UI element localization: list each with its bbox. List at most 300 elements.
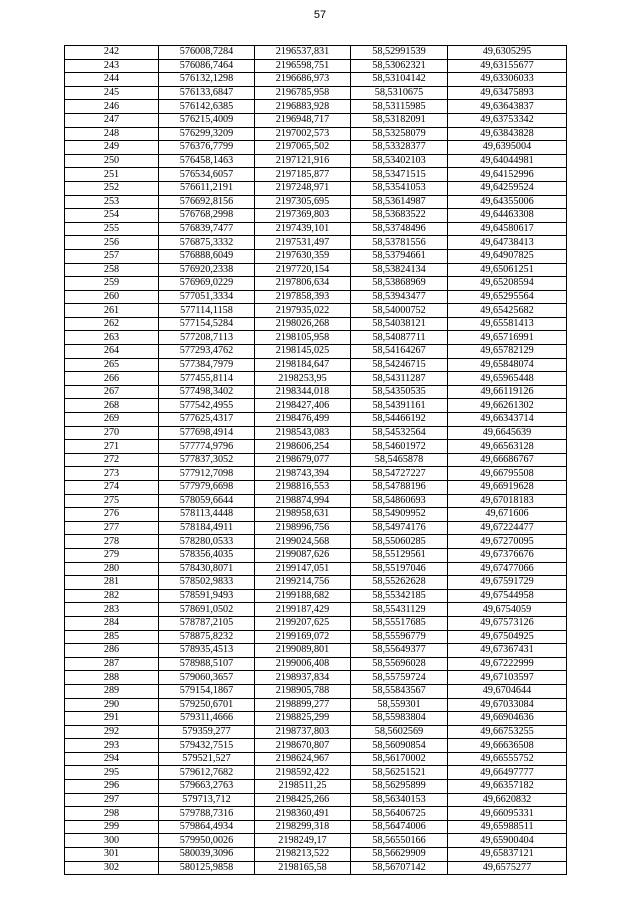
point-number-cell: 281	[65, 576, 159, 590]
latitude-cell: 58,55262628	[351, 576, 448, 590]
x-coordinate-cell: 577625,4317	[159, 413, 255, 427]
table-row	[65, 589, 567, 603]
point-number-cell: 271	[65, 440, 159, 454]
table-row	[65, 725, 567, 739]
latitude-cell: 58,54532564	[351, 426, 448, 440]
point-number-cell: 279	[65, 548, 159, 562]
latitude-cell: 58,56090854	[351, 739, 448, 753]
point-number-cell: 257	[65, 249, 159, 263]
x-coordinate-cell: 577979,6698	[159, 481, 255, 495]
longitude-cell: 49,65208594	[448, 277, 567, 291]
x-coordinate-cell: 576008,7284	[159, 46, 255, 60]
longitude-cell: 49,64152996	[448, 168, 567, 182]
table-row	[65, 385, 567, 399]
x-coordinate-cell: 577051,3334	[159, 290, 255, 304]
point-number-cell: 298	[65, 807, 159, 821]
point-number-cell: 250	[65, 154, 159, 168]
point-number-cell: 254	[65, 209, 159, 223]
point-number-cell: 253	[65, 195, 159, 209]
x-coordinate-cell: 577912,7098	[159, 467, 255, 481]
table-row	[65, 712, 567, 726]
latitude-cell: 58,54164267	[351, 345, 448, 359]
longitude-cell: 49,67224477	[448, 521, 567, 535]
table-row	[65, 603, 567, 617]
coordinates-table	[64, 45, 567, 875]
y-coordinate-cell: 2198026,268	[255, 317, 351, 331]
latitude-cell: 58,54391161	[351, 399, 448, 413]
latitude-cell: 58,53062321	[351, 59, 448, 73]
latitude-cell: 58,53943477	[351, 290, 448, 304]
latitude-cell: 58,53824134	[351, 263, 448, 277]
point-number-cell: 274	[65, 481, 159, 495]
table-row	[65, 861, 567, 875]
y-coordinate-cell: 2197248,971	[255, 181, 351, 195]
y-coordinate-cell: 2198360,491	[255, 807, 351, 821]
x-coordinate-cell: 578280,0533	[159, 535, 255, 549]
longitude-cell: 49,65965448	[448, 372, 567, 386]
x-coordinate-cell: 577698,4914	[159, 426, 255, 440]
x-coordinate-cell: 576299,3209	[159, 127, 255, 141]
coordinates-table-body	[65, 46, 567, 875]
point-number-cell: 289	[65, 684, 159, 698]
longitude-cell: 49,66686767	[448, 453, 567, 467]
point-number-cell: 245	[65, 86, 159, 100]
y-coordinate-cell: 2198105,958	[255, 331, 351, 345]
longitude-cell: 49,65900404	[448, 834, 567, 848]
table-row	[65, 209, 567, 223]
longitude-cell: 49,66904636	[448, 712, 567, 726]
table-row	[65, 508, 567, 522]
y-coordinate-cell: 2198249,17	[255, 834, 351, 848]
longitude-cell: 49,65848074	[448, 358, 567, 372]
y-coordinate-cell: 2197065,502	[255, 141, 351, 155]
latitude-cell: 58,56295899	[351, 780, 448, 794]
point-number-cell: 296	[65, 780, 159, 794]
x-coordinate-cell: 577837,3052	[159, 453, 255, 467]
table-row	[65, 494, 567, 508]
latitude-cell: 58,56340153	[351, 793, 448, 807]
x-coordinate-cell: 578113,4448	[159, 508, 255, 522]
longitude-cell: 49,6575277	[448, 861, 567, 875]
latitude-cell: 58,54311287	[351, 372, 448, 386]
x-coordinate-cell: 576534,6057	[159, 168, 255, 182]
longitude-cell: 49,65782129	[448, 345, 567, 359]
y-coordinate-cell: 2196948,717	[255, 113, 351, 127]
y-coordinate-cell: 2198213,522	[255, 848, 351, 862]
point-number-cell: 269	[65, 413, 159, 427]
y-coordinate-cell: 2198253,95	[255, 372, 351, 386]
point-number-cell: 283	[65, 603, 159, 617]
x-coordinate-cell: 580125,9858	[159, 861, 255, 875]
point-number-cell: 244	[65, 73, 159, 87]
table-row	[65, 780, 567, 794]
table-row	[65, 440, 567, 454]
y-coordinate-cell: 2199087,626	[255, 548, 351, 562]
latitude-cell: 58,55596779	[351, 630, 448, 644]
table-row	[65, 195, 567, 209]
y-coordinate-cell: 2197630,359	[255, 249, 351, 263]
table-row	[65, 616, 567, 630]
y-coordinate-cell: 2198427,406	[255, 399, 351, 413]
latitude-cell: 58,54909952	[351, 508, 448, 522]
latitude-cell: 58,55431129	[351, 603, 448, 617]
x-coordinate-cell: 579612,7682	[159, 766, 255, 780]
table-row	[65, 657, 567, 671]
longitude-cell: 49,6620832	[448, 793, 567, 807]
latitude-cell: 58,53748496	[351, 222, 448, 236]
latitude-cell: 58,56170002	[351, 752, 448, 766]
x-coordinate-cell: 576692,8156	[159, 195, 255, 209]
point-number-cell: 300	[65, 834, 159, 848]
longitude-cell: 49,63843828	[448, 127, 567, 141]
latitude-cell: 58,54601972	[351, 440, 448, 454]
longitude-cell: 49,67573126	[448, 616, 567, 630]
y-coordinate-cell: 2198511,25	[255, 780, 351, 794]
latitude-cell: 58,53781556	[351, 236, 448, 250]
x-coordinate-cell: 576215,4009	[159, 113, 255, 127]
point-number-cell: 247	[65, 113, 159, 127]
point-number-cell: 265	[65, 358, 159, 372]
y-coordinate-cell: 2196598,751	[255, 59, 351, 73]
y-coordinate-cell: 2198958,631	[255, 508, 351, 522]
latitude-cell: 58,54860693	[351, 494, 448, 508]
longitude-cell: 49,63155677	[448, 59, 567, 73]
y-coordinate-cell: 2196785,958	[255, 86, 351, 100]
x-coordinate-cell: 579250,6701	[159, 698, 255, 712]
latitude-cell: 58,5465878	[351, 453, 448, 467]
latitude-cell: 58,54087711	[351, 331, 448, 345]
point-number-cell: 246	[65, 100, 159, 114]
y-coordinate-cell: 2199187,429	[255, 603, 351, 617]
latitude-cell: 58,55129561	[351, 548, 448, 562]
y-coordinate-cell: 2198543,083	[255, 426, 351, 440]
longitude-cell: 49,66563128	[448, 440, 567, 454]
latitude-cell: 58,53115985	[351, 100, 448, 114]
latitude-cell: 58,559301	[351, 698, 448, 712]
y-coordinate-cell: 2197720,154	[255, 263, 351, 277]
table-row	[65, 848, 567, 862]
longitude-cell: 49,66919628	[448, 481, 567, 495]
table-row	[65, 263, 567, 277]
y-coordinate-cell: 2198670,807	[255, 739, 351, 753]
longitude-cell: 49,67222999	[448, 657, 567, 671]
table-row	[65, 481, 567, 495]
y-coordinate-cell: 2199214,756	[255, 576, 351, 590]
longitude-cell: 49,66753255	[448, 725, 567, 739]
longitude-cell: 49,66795508	[448, 467, 567, 481]
longitude-cell: 49,64907825	[448, 249, 567, 263]
y-coordinate-cell: 2199006,408	[255, 657, 351, 671]
table-row	[65, 576, 567, 590]
table-row	[65, 168, 567, 182]
x-coordinate-cell: 578591,9493	[159, 589, 255, 603]
x-coordinate-cell: 577293,4762	[159, 345, 255, 359]
latitude-cell: 58,55197046	[351, 562, 448, 576]
longitude-cell: 49,64463308	[448, 209, 567, 223]
latitude-cell: 58,56474006	[351, 820, 448, 834]
y-coordinate-cell: 2198679,077	[255, 453, 351, 467]
x-coordinate-cell: 578787,2105	[159, 616, 255, 630]
longitude-cell: 49,66261302	[448, 399, 567, 413]
table-row	[65, 113, 567, 127]
table-row	[65, 222, 567, 236]
table-row	[65, 290, 567, 304]
y-coordinate-cell: 2198592,422	[255, 766, 351, 780]
table-row	[65, 834, 567, 848]
table-row	[65, 331, 567, 345]
point-number-cell: 293	[65, 739, 159, 753]
point-number-cell: 278	[65, 535, 159, 549]
point-number-cell: 264	[65, 345, 159, 359]
longitude-cell: 49,67477066	[448, 562, 567, 576]
longitude-cell: 49,6395004	[448, 141, 567, 155]
latitude-cell: 58,53614987	[351, 195, 448, 209]
x-coordinate-cell: 579713,712	[159, 793, 255, 807]
x-coordinate-cell: 578935,4513	[159, 644, 255, 658]
x-coordinate-cell: 579521,527	[159, 752, 255, 766]
table-row	[65, 100, 567, 114]
latitude-cell: 58,5310675	[351, 86, 448, 100]
x-coordinate-cell: 580039,3096	[159, 848, 255, 862]
point-number-cell: 249	[65, 141, 159, 155]
longitude-cell: 49,66119126	[448, 385, 567, 399]
y-coordinate-cell: 2198165,58	[255, 861, 351, 875]
longitude-cell: 49,64044981	[448, 154, 567, 168]
point-number-cell: 287	[65, 657, 159, 671]
table-row	[65, 644, 567, 658]
longitude-cell: 49,67504925	[448, 630, 567, 644]
latitude-cell: 58,56251521	[351, 766, 448, 780]
y-coordinate-cell: 2198937,834	[255, 671, 351, 685]
latitude-cell: 58,53794661	[351, 249, 448, 263]
table-row	[65, 698, 567, 712]
point-number-cell: 286	[65, 644, 159, 658]
x-coordinate-cell: 579060,3657	[159, 671, 255, 685]
table-row	[65, 467, 567, 481]
point-number-cell: 290	[65, 698, 159, 712]
x-coordinate-cell: 576839,7477	[159, 222, 255, 236]
point-number-cell: 299	[65, 820, 159, 834]
latitude-cell: 58,53402103	[351, 154, 448, 168]
longitude-cell: 49,64738413	[448, 236, 567, 250]
longitude-cell: 49,66343714	[448, 413, 567, 427]
longitude-cell: 49,67033084	[448, 698, 567, 712]
longitude-cell: 49,65716991	[448, 331, 567, 345]
longitude-cell: 49,66095331	[448, 807, 567, 821]
latitude-cell: 58,55983804	[351, 712, 448, 726]
longitude-cell: 49,65425682	[448, 304, 567, 318]
point-number-cell: 268	[65, 399, 159, 413]
table-row	[65, 59, 567, 73]
latitude-cell: 58,53258079	[351, 127, 448, 141]
x-coordinate-cell: 577154,5284	[159, 317, 255, 331]
latitude-cell: 58,55649377	[351, 644, 448, 658]
point-number-cell: 252	[65, 181, 159, 195]
longitude-cell: 49,65988511	[448, 820, 567, 834]
latitude-cell: 58,52991539	[351, 46, 448, 60]
longitude-cell: 49,6754059	[448, 603, 567, 617]
longitude-cell: 49,65837121	[448, 848, 567, 862]
latitude-cell: 58,54727227	[351, 467, 448, 481]
x-coordinate-cell: 578691,0502	[159, 603, 255, 617]
x-coordinate-cell: 579359,277	[159, 725, 255, 739]
point-number-cell: 275	[65, 494, 159, 508]
table-row	[65, 521, 567, 535]
latitude-cell: 58,56629909	[351, 848, 448, 862]
y-coordinate-cell: 2197858,393	[255, 290, 351, 304]
table-row	[65, 181, 567, 195]
table-row	[65, 127, 567, 141]
point-number-cell: 285	[65, 630, 159, 644]
y-coordinate-cell: 2198816,553	[255, 481, 351, 495]
longitude-cell: 49,65581413	[448, 317, 567, 331]
latitude-cell: 58,54466192	[351, 413, 448, 427]
y-coordinate-cell: 2198606,254	[255, 440, 351, 454]
y-coordinate-cell: 2197305,695	[255, 195, 351, 209]
table-row	[65, 345, 567, 359]
table-row	[65, 684, 567, 698]
table-row	[65, 630, 567, 644]
latitude-cell: 58,53328377	[351, 141, 448, 155]
table-row	[65, 671, 567, 685]
longitude-cell: 49,63753342	[448, 113, 567, 127]
point-number-cell: 242	[65, 46, 159, 60]
y-coordinate-cell: 2199207,625	[255, 616, 351, 630]
latitude-cell: 58,53182091	[351, 113, 448, 127]
point-number-cell: 292	[65, 725, 159, 739]
y-coordinate-cell: 2198299,318	[255, 820, 351, 834]
table-row	[65, 141, 567, 155]
y-coordinate-cell: 2197531,497	[255, 236, 351, 250]
x-coordinate-cell: 576086,7464	[159, 59, 255, 73]
y-coordinate-cell: 2197806,634	[255, 277, 351, 291]
x-coordinate-cell: 578988,5107	[159, 657, 255, 671]
latitude-cell: 58,53104142	[351, 73, 448, 87]
y-coordinate-cell: 2198145,025	[255, 345, 351, 359]
latitude-cell: 58,53868969	[351, 277, 448, 291]
point-number-cell: 282	[65, 589, 159, 603]
x-coordinate-cell: 578184,4911	[159, 521, 255, 535]
latitude-cell: 58,55843567	[351, 684, 448, 698]
y-coordinate-cell: 2198743,394	[255, 467, 351, 481]
point-number-cell: 273	[65, 467, 159, 481]
point-number-cell: 297	[65, 793, 159, 807]
longitude-cell: 49,67544958	[448, 589, 567, 603]
x-coordinate-cell: 576132,1298	[159, 73, 255, 87]
table-row	[65, 739, 567, 753]
point-number-cell: 256	[65, 236, 159, 250]
latitude-cell: 58,56550166	[351, 834, 448, 848]
y-coordinate-cell: 2198184,647	[255, 358, 351, 372]
table-row	[65, 317, 567, 331]
latitude-cell: 58,5602569	[351, 725, 448, 739]
x-coordinate-cell: 577384,7979	[159, 358, 255, 372]
point-number-cell: 270	[65, 426, 159, 440]
x-coordinate-cell: 579663,2763	[159, 780, 255, 794]
longitude-cell: 49,64580617	[448, 222, 567, 236]
point-number-cell: 288	[65, 671, 159, 685]
latitude-cell: 58,54788196	[351, 481, 448, 495]
x-coordinate-cell: 576376,7799	[159, 141, 255, 155]
table-row	[65, 86, 567, 100]
point-number-cell: 267	[65, 385, 159, 399]
y-coordinate-cell: 2196883,928	[255, 100, 351, 114]
latitude-cell: 58,54350535	[351, 385, 448, 399]
latitude-cell: 58,55696028	[351, 657, 448, 671]
latitude-cell: 58,55342185	[351, 589, 448, 603]
x-coordinate-cell: 577498,3402	[159, 385, 255, 399]
table-row	[65, 154, 567, 168]
longitude-cell: 49,63643837	[448, 100, 567, 114]
x-coordinate-cell: 578356,4035	[159, 548, 255, 562]
table-row	[65, 793, 567, 807]
y-coordinate-cell: 2199169,072	[255, 630, 351, 644]
table-row	[65, 399, 567, 413]
longitude-cell: 49,67270095	[448, 535, 567, 549]
table-row	[65, 413, 567, 427]
latitude-cell: 58,55517685	[351, 616, 448, 630]
table-row	[65, 548, 567, 562]
point-number-cell: 262	[65, 317, 159, 331]
latitude-cell: 58,53471515	[351, 168, 448, 182]
y-coordinate-cell: 2199089,801	[255, 644, 351, 658]
x-coordinate-cell: 578502,9833	[159, 576, 255, 590]
point-number-cell: 258	[65, 263, 159, 277]
x-coordinate-cell: 579154,1867	[159, 684, 255, 698]
y-coordinate-cell: 2199024,568	[255, 535, 351, 549]
longitude-cell: 49,67376676	[448, 548, 567, 562]
latitude-cell: 58,53541053	[351, 181, 448, 195]
table-row	[65, 73, 567, 87]
latitude-cell: 58,54246715	[351, 358, 448, 372]
point-number-cell: 248	[65, 127, 159, 141]
point-number-cell: 272	[65, 453, 159, 467]
point-number-cell: 259	[65, 277, 159, 291]
longitude-cell: 49,64259524	[448, 181, 567, 195]
longitude-cell: 49,66357182	[448, 780, 567, 794]
latitude-cell: 58,55759724	[351, 671, 448, 685]
point-number-cell: 302	[65, 861, 159, 875]
x-coordinate-cell: 578430,8071	[159, 562, 255, 576]
y-coordinate-cell: 2199147,051	[255, 562, 351, 576]
point-number-cell: 277	[65, 521, 159, 535]
y-coordinate-cell: 2198899,277	[255, 698, 351, 712]
point-number-cell: 295	[65, 766, 159, 780]
x-coordinate-cell: 576142,6385	[159, 100, 255, 114]
y-coordinate-cell: 2198905,788	[255, 684, 351, 698]
longitude-cell: 49,671606	[448, 508, 567, 522]
x-coordinate-cell: 576768,2998	[159, 209, 255, 223]
longitude-cell: 49,66636508	[448, 739, 567, 753]
longitude-cell: 49,6305295	[448, 46, 567, 60]
x-coordinate-cell: 579864,4934	[159, 820, 255, 834]
table-row	[65, 562, 567, 576]
point-number-cell: 276	[65, 508, 159, 522]
x-coordinate-cell: 577774,9796	[159, 440, 255, 454]
y-coordinate-cell: 2199188,682	[255, 589, 351, 603]
latitude-cell: 58,54000752	[351, 304, 448, 318]
x-coordinate-cell: 577542,4955	[159, 399, 255, 413]
longitude-cell: 49,66497777	[448, 766, 567, 780]
longitude-cell: 49,6704644	[448, 684, 567, 698]
longitude-cell: 49,65295564	[448, 290, 567, 304]
longitude-cell: 49,63475893	[448, 86, 567, 100]
point-number-cell: 266	[65, 372, 159, 386]
table-row	[65, 807, 567, 821]
table-row	[65, 372, 567, 386]
x-coordinate-cell: 578875,8232	[159, 630, 255, 644]
point-number-cell: 280	[65, 562, 159, 576]
